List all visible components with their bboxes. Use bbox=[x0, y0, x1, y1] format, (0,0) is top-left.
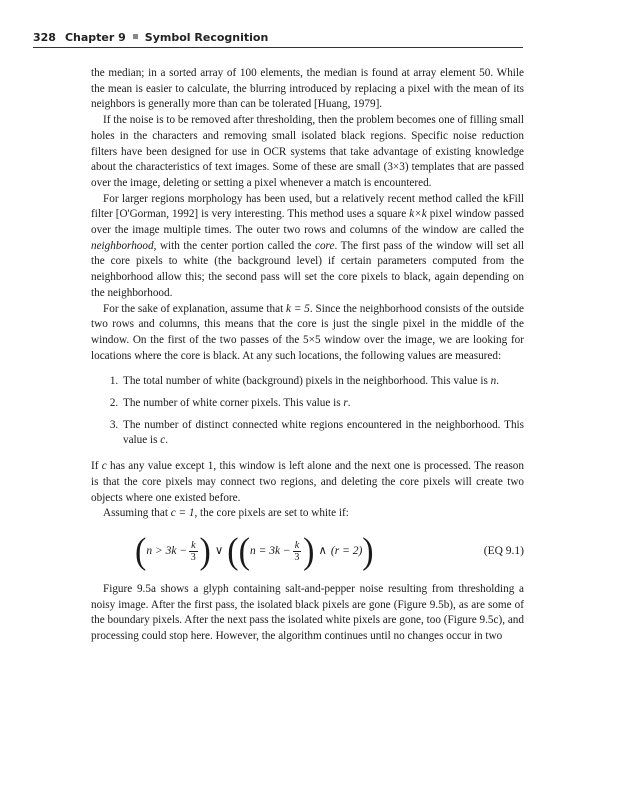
p4-text-a: For the sake of explanation, assume that bbox=[103, 302, 287, 315]
list-item bbox=[121, 396, 524, 412]
left-paren-icon: ( bbox=[238, 531, 250, 572]
paragraph-4 bbox=[91, 302, 524, 365]
page-number: 328 bbox=[33, 31, 56, 44]
p5-text-b: has any value except 1, this window is left alone and the next one is processed. The reason is that the core pixels may connect two regions, and deleting the core pixels will create two objects where one existed before. bbox=[91, 460, 524, 504]
p5-text-a: If bbox=[91, 460, 102, 473]
eq-frac-den: 3 bbox=[294, 552, 300, 564]
body-text bbox=[91, 66, 524, 645]
eq-n-gt: n > 3k − bbox=[146, 545, 188, 558]
eq-or: ∨ bbox=[214, 545, 224, 558]
right-paren-icon: ) bbox=[303, 531, 315, 572]
list-item-end: . bbox=[496, 375, 500, 388]
right-paren-icon: ) bbox=[199, 531, 211, 572]
list-item-text: The total number of white (background) pixels in the neighborhood. This value is bbox=[123, 375, 491, 388]
eq-fraction-1 bbox=[189, 540, 197, 563]
eq-frac-num: k bbox=[191, 540, 196, 552]
eq-frac-num: k bbox=[294, 540, 300, 552]
chapter-title: Symbol Recognition bbox=[144, 31, 269, 44]
eq-frac-den: 3 bbox=[190, 552, 196, 564]
separator-square-icon bbox=[133, 34, 138, 39]
p3-core-term: core bbox=[315, 239, 335, 252]
p3-kxk: k×k bbox=[409, 208, 427, 221]
paragraph-7: Figure 9.5a shows a glyph containing salt-and-pepper noise resulting from thresholding a noisy image. After the first pass, the isolated black pixels are gone (Figure 9.5b), as are some of the boundary pixels. After the next pass the isolated white pixels are gone, too (Figure 9.5c), and processing could stop here. However, the algorithm continues until no changes occur in two bbox=[91, 582, 524, 643]
list-item-var: r bbox=[343, 397, 348, 410]
list-item-end: . bbox=[347, 397, 351, 410]
eq-n-eq: n = 3k − bbox=[249, 545, 291, 558]
p4-text-b: . Since the neighborhood consists of the outside two rows and columns, this means that the core is just the single pixel in the middle of the window. On the first of the two passes of the 5×5 window over the image, we are looking for locations where the core is black. At any such locations, the following values are measured: bbox=[91, 302, 524, 362]
paragraph-2: If the noise is to be removed after thresholding, then the problem becomes one of filling small holes in the characters and removing small isolated black regions. Specific noise reduction filters have been designed for use in OCR systems that take advantage of existing knowledge about the characteristics of text images. Some of these are small (3×3) templates that are passed over the image, deleting or setting a pixel whenever a match is encountered. bbox=[91, 114, 524, 189]
p6-c-equals: c = 1 bbox=[170, 507, 195, 520]
paragraph-3 bbox=[91, 192, 524, 302]
left-paren-icon: ( bbox=[135, 531, 147, 572]
p3-text-b: pixel window passed over the image multiple times. The outer two rows and columns of the window are called the bbox=[91, 208, 525, 237]
equation-9-1 bbox=[91, 530, 524, 574]
p4-k-equals: k = 5 bbox=[286, 302, 310, 315]
list-item bbox=[121, 374, 524, 390]
right-paren-icon: ) bbox=[362, 531, 374, 572]
list-item bbox=[121, 418, 524, 449]
eq-r-eq: (r = 2) bbox=[330, 545, 363, 558]
paragraph-6 bbox=[91, 506, 524, 522]
list-item-var: n bbox=[490, 375, 497, 388]
list-item-var: c bbox=[160, 434, 166, 447]
measured-values-list bbox=[91, 374, 524, 449]
list-item-text: The number of distinct connected white regions encountered in the neighborhood. This value is bbox=[123, 418, 524, 447]
running-header bbox=[33, 30, 523, 48]
p5-var-c: c bbox=[101, 460, 107, 473]
list-item-end: . bbox=[165, 434, 169, 447]
paragraph-5 bbox=[91, 459, 524, 506]
eq-and: ∧ bbox=[318, 545, 327, 558]
p6-text-b: , the core pixels are set to white if: bbox=[194, 507, 349, 520]
p3-text-c: , with the center portion called the bbox=[153, 239, 315, 252]
eq-fraction-2 bbox=[293, 540, 301, 563]
equation-formula bbox=[135, 530, 374, 574]
list-item-text: The number of white corner pixels. This value is bbox=[123, 397, 344, 410]
p6-text-a: Assuming that bbox=[103, 507, 171, 520]
chapter-label: Chapter 9 bbox=[64, 31, 126, 44]
equation-label: (EQ 9.1) bbox=[483, 544, 524, 557]
p3-neighborhood-term: neighborhood bbox=[91, 239, 154, 252]
left-paren-icon: ( bbox=[227, 531, 239, 572]
paragraph-1: the median; in a sorted array of 100 elements, the median is found at array element 50. While the mean is easier to calculate, the blurring introduced by replacing a pixel with the mean of its neighbors is generally more than can be tolerated [Huang, 1979]. bbox=[91, 67, 524, 111]
p3-text-a: For larger regions morphology has been used, but a relatively recent method called the kFill filter [O'Gorman, 1992] is very interesting. This method uses a square bbox=[91, 192, 524, 221]
p3-text-d: . The first pass of the window will set all the core pixels to white (the background level) if certain parameters computed from the neighborhood allow this; the second pass will set the core pixels to black, again depending on the neighborhood. bbox=[91, 239, 524, 299]
